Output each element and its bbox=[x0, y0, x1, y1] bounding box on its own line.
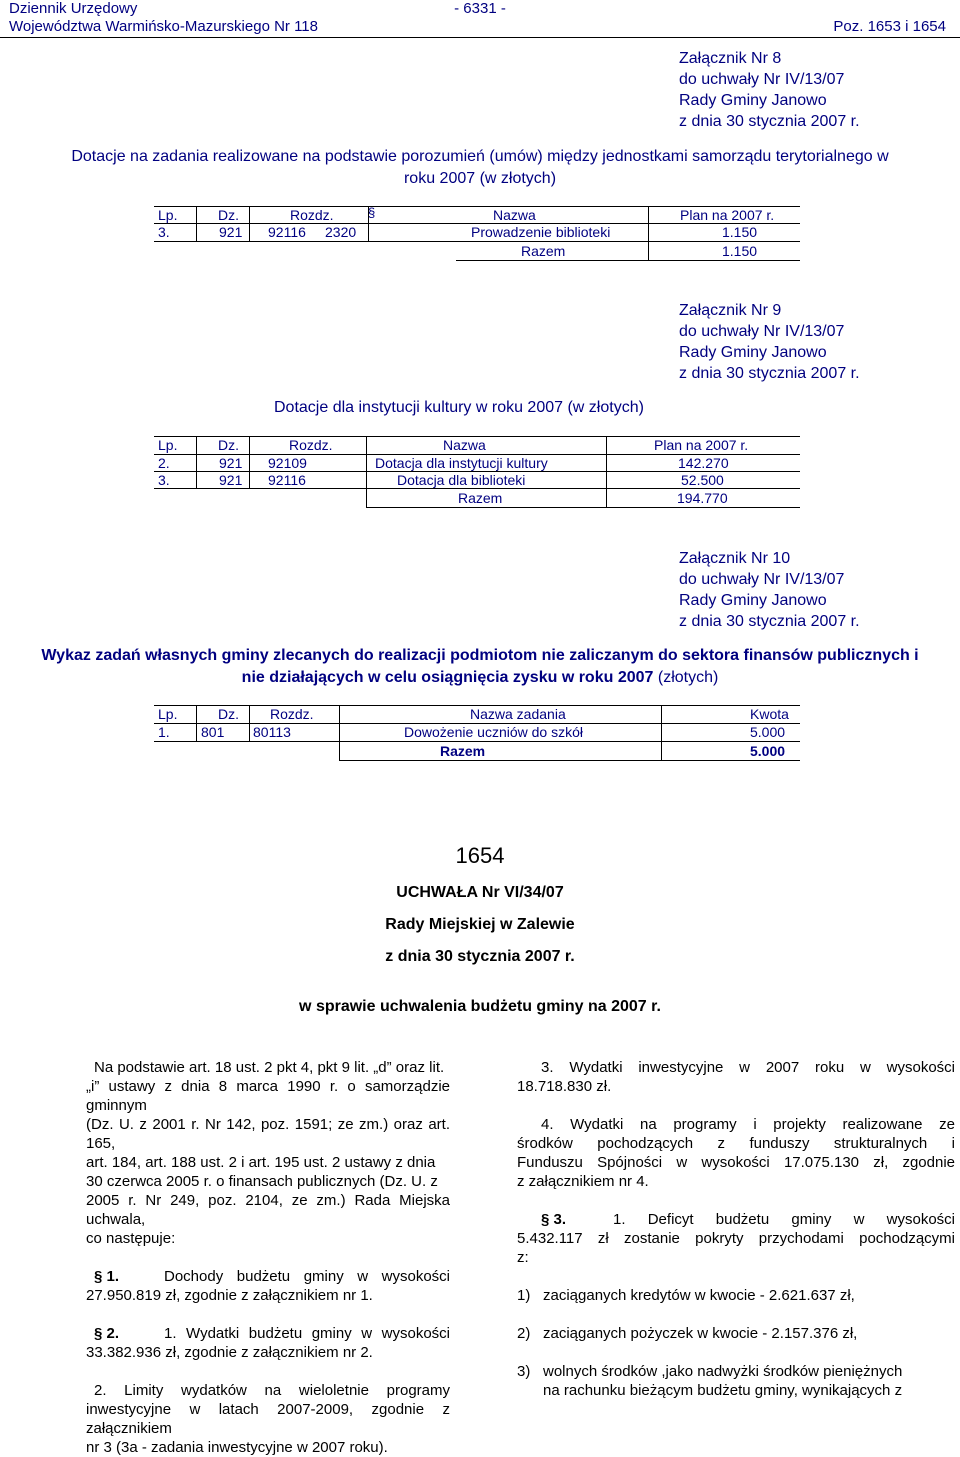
table-8-cell: Prowadzenie biblioteki bbox=[471, 224, 611, 240]
paragraph-line: Dochody budżetu gminy w wysokości bbox=[164, 1268, 450, 1285]
intro-line: 30 czerwca 2005 r. o finansach publicznych (Dz. U. z bbox=[86, 1173, 438, 1190]
paragraph-line: 3. Wydatki inwestycyjne w 2007 roku w wysokości bbox=[541, 1059, 955, 1076]
table-9-header-plan: Plan na 2007 r. bbox=[654, 437, 749, 453]
table-10-rule-bottom bbox=[339, 760, 800, 761]
resolution-subject: w sprawie uchwalenia budżetu gminy na 2007 r. bbox=[299, 998, 661, 1015]
intro-line: Na podstawie art. 18 ust. 2 pkt 4, pkt 9 lit. „d” oraz lit. bbox=[94, 1059, 445, 1076]
table-8-total-label: Razem bbox=[521, 243, 566, 259]
list-text-line: na rachunku bieżącym budżetu gminy, wynikających z bbox=[543, 1382, 903, 1399]
resolution-number: 1654 bbox=[455, 843, 505, 868]
paragraph-line: 1. Wydatki budżetu gminy w wysokości bbox=[164, 1325, 450, 1342]
intro-line: „i” ustawy z dnia 8 marca 1990 r. o samorządzie gminnym bbox=[86, 1078, 450, 1114]
resolution-body: Rady Miejskiej w Zalewie bbox=[385, 916, 575, 933]
table-10-cell: Dowożenie uczniów do szkół bbox=[404, 724, 583, 740]
table-9-cell: 2. bbox=[158, 455, 170, 471]
journal-title-line2: Województwa Warmińsko-Mazurskiego Nr 118 bbox=[9, 18, 318, 35]
paragraph-line: 33.382.936 zł, zgodnie z załącznikiem nr 2. bbox=[86, 1344, 373, 1361]
paragraph-line: środków pochodzących z funduszy strukturalnych i bbox=[517, 1135, 955, 1152]
paragraph-line: 18.718.830 zł. bbox=[517, 1078, 612, 1095]
annex-10-line3: Rady Gminy Janowo bbox=[679, 592, 827, 609]
annex-9-line1: Załącznik Nr 9 bbox=[679, 302, 782, 319]
annex-9-line3: Rady Gminy Janowo bbox=[679, 344, 827, 361]
list-number: 3) bbox=[517, 1363, 531, 1380]
table-10-title-unit: (złotych) bbox=[657, 669, 719, 686]
resolution-date: z dnia 30 stycznia 2007 r. bbox=[385, 948, 575, 965]
section-mark: § 1. bbox=[94, 1268, 120, 1285]
table-8-header-rozdz: Rozdz. bbox=[290, 207, 334, 223]
table-10-vline bbox=[249, 705, 250, 741]
table-10-vline bbox=[339, 705, 340, 760]
table-10-header-dz: Dz. bbox=[218, 706, 239, 722]
table-8-title-line1: Dotacje na zadania realizowane na podstawie porozumień (umów) między jednostkami samorządu terytorialnego w bbox=[71, 148, 889, 165]
list-text: zaciąganych kredytów w kwocie - 2.621.637 zł, bbox=[543, 1287, 855, 1304]
list-number: 1) bbox=[517, 1287, 531, 1304]
position-ref: Poz. 1653 i 1654 bbox=[833, 18, 946, 35]
table-10-title-bold: nie działających w celu osiągnięcia zysku w roku 2007 bbox=[241, 669, 654, 686]
table-9-cell: 92109 bbox=[268, 455, 307, 471]
table-10-cell: 801 bbox=[201, 724, 225, 740]
section-mark: § 3. bbox=[541, 1211, 567, 1228]
paragraph-line: 4. Wydatki na programy i projekty realizowane ze bbox=[541, 1116, 955, 1133]
table-10-total-value: 5.000 bbox=[750, 743, 786, 759]
table-10-cell: 1. bbox=[158, 724, 170, 740]
list-number: 2) bbox=[517, 1325, 531, 1342]
annex-9-line4: z dnia 30 stycznia 2007 r. bbox=[679, 365, 860, 382]
paragraph-line: 1. Deficyt budżetu gminy w wysokości bbox=[613, 1211, 955, 1228]
table-9-header-rozdz: Rozdz. bbox=[289, 437, 333, 453]
table-9-header-nazwa: Nazwa bbox=[443, 437, 486, 453]
table-9-cell: 3. bbox=[158, 472, 170, 488]
table-10-vline bbox=[196, 705, 197, 741]
table-8-cell: 921 bbox=[219, 224, 243, 240]
table-10-total-label: Razem bbox=[440, 743, 486, 759]
annex-10-line4: z dnia 30 stycznia 2007 r. bbox=[679, 613, 860, 630]
intro-line: (Dz. U. z 2001 r. Nr 142, poz. 1591; ze zm.) oraz art. 165, bbox=[86, 1116, 450, 1152]
table-9-cell: 52.500 bbox=[681, 472, 724, 488]
list-text-line: wolnych środków ,jako nadwyżki środków pieniężnych bbox=[543, 1363, 903, 1380]
table-10-header-rozdz: Rozdz. bbox=[270, 706, 314, 722]
table-8-header-lp: Lp. bbox=[158, 207, 178, 223]
intro-line: 2005 r. Nr 249, poz. 2104, ze zm.) Rada Miejska uchwala, bbox=[86, 1192, 450, 1228]
table-10-vline bbox=[661, 705, 662, 760]
list-item bbox=[517, 1324, 955, 1343]
table-10-header-nazwa: Nazwa zadania bbox=[470, 706, 566, 722]
intro-line: art. 184, art. 188 ust. 2 i art. 195 ust. 2 ustawy z dnia bbox=[86, 1154, 436, 1171]
annex-10-line2: do uchwały Nr IV/13/07 bbox=[679, 571, 845, 588]
paragraph-2-2 bbox=[86, 1381, 450, 1457]
table-10-header-lp: Lp. bbox=[158, 706, 178, 722]
list-text bbox=[543, 1362, 902, 1400]
paragraph-1 bbox=[86, 1267, 450, 1305]
right-column bbox=[517, 1058, 955, 1400]
table-8-cell: 2320 bbox=[325, 224, 357, 240]
table-9-cell: 921 bbox=[219, 472, 243, 488]
paragraph-line: z załącznikiem nr 4. bbox=[517, 1173, 649, 1190]
resolution-name: UCHWAŁA Nr VI/34/07 bbox=[396, 884, 564, 901]
annex-8-line4: z dnia 30 stycznia 2007 r. bbox=[679, 113, 860, 130]
list-text: zaciąganych pożyczek w kwocie - 2.157.376 zł, bbox=[543, 1325, 858, 1342]
list-item bbox=[517, 1362, 955, 1400]
table-9-header-lp: Lp. bbox=[158, 437, 178, 453]
table-10-cell: 5.000 bbox=[750, 724, 786, 740]
table-8-cell: 92116 bbox=[268, 224, 306, 240]
paragraph-line: nr 3 (3a - zadania inwestycyjne w 2007 roku). bbox=[86, 1439, 388, 1456]
intro-line: co następuje: bbox=[86, 1230, 176, 1247]
annex-10-line1: Załącznik Nr 10 bbox=[679, 550, 791, 567]
paragraph-line: inwestycyjne w latach 2007-2009, zgodnie z załącznikiem bbox=[86, 1401, 450, 1437]
table-9-title: Dotacje dla instytucji kultury w roku 2007 (w złotych) bbox=[274, 399, 644, 416]
list-item bbox=[517, 1286, 955, 1305]
table-9-cell: 921 bbox=[219, 455, 243, 471]
table-9-cell: 142.270 bbox=[678, 455, 729, 471]
journal-title-line1: Dziennik Urzędowy bbox=[9, 0, 138, 17]
left-column bbox=[86, 1058, 450, 1457]
annex-9-line2: do uchwały Nr IV/13/07 bbox=[679, 323, 845, 340]
page-number: - 6331 - bbox=[454, 0, 506, 17]
table-9-total-label: Razem bbox=[458, 490, 503, 506]
table-8-cell: 3. bbox=[158, 224, 170, 240]
paragraph-line: 27.950.819 zł, zgodnie z załącznikiem nr 1. bbox=[86, 1287, 373, 1304]
paragraph-line: 5.432.117 zł zostanie pokryty przychodami pochodzącymi bbox=[517, 1230, 955, 1247]
table-8-header-plan: Plan na 2007 r. bbox=[680, 207, 775, 223]
paragraph-line: 2. Limity wydatków na wieloletnie programy bbox=[94, 1382, 450, 1399]
table-10-header-kwota: Kwota bbox=[750, 706, 789, 722]
table-9-cell: 92116 bbox=[268, 472, 306, 488]
table-9-cell: Dotacja dla biblioteki bbox=[397, 472, 526, 488]
section-mark: § 2. bbox=[94, 1325, 120, 1342]
table-10-cell: 80113 bbox=[253, 724, 291, 740]
paragraph-2-4 bbox=[517, 1115, 955, 1191]
paragraph-line: z: bbox=[517, 1249, 529, 1266]
table-9-header-dz: Dz. bbox=[218, 437, 239, 453]
table-9-total-value: 194.770 bbox=[677, 490, 728, 506]
table-9-cell: Dotacja dla instytucji kultury bbox=[375, 455, 548, 471]
section-sign-icon: § bbox=[368, 205, 376, 220]
table-8-header-nazwa: Nazwa bbox=[493, 207, 536, 223]
table-10-title-line1: Wykaz zadań własnych gminy zlecanych do realizacji podmiotom nie zaliczanym do sektora finansów publicznych i bbox=[41, 647, 919, 664]
table-8-cell: 1.150 bbox=[722, 224, 758, 240]
intro-paragraph bbox=[86, 1058, 450, 1248]
table-8-header-dz: Dz. bbox=[218, 207, 239, 223]
resolution-header bbox=[0, 842, 960, 1018]
paragraph-line: Funduszu Spójności w wysokości 17.075.130 zł, zgodnie bbox=[517, 1154, 955, 1171]
table-10-rule bbox=[154, 741, 800, 742]
annex-8-line3: Rady Gminy Janowo bbox=[679, 92, 827, 109]
annex-8-line1: Załącznik Nr 8 bbox=[679, 50, 782, 67]
paragraph-2-3 bbox=[517, 1058, 955, 1096]
paragraph-2 bbox=[86, 1324, 450, 1362]
annex-8-line2: do uchwały Nr IV/13/07 bbox=[679, 71, 845, 88]
table-8-total-value: 1.150 bbox=[722, 243, 758, 259]
table-8-title-line2: roku 2007 (w złotych) bbox=[403, 170, 557, 187]
paragraph-3 bbox=[517, 1210, 955, 1267]
